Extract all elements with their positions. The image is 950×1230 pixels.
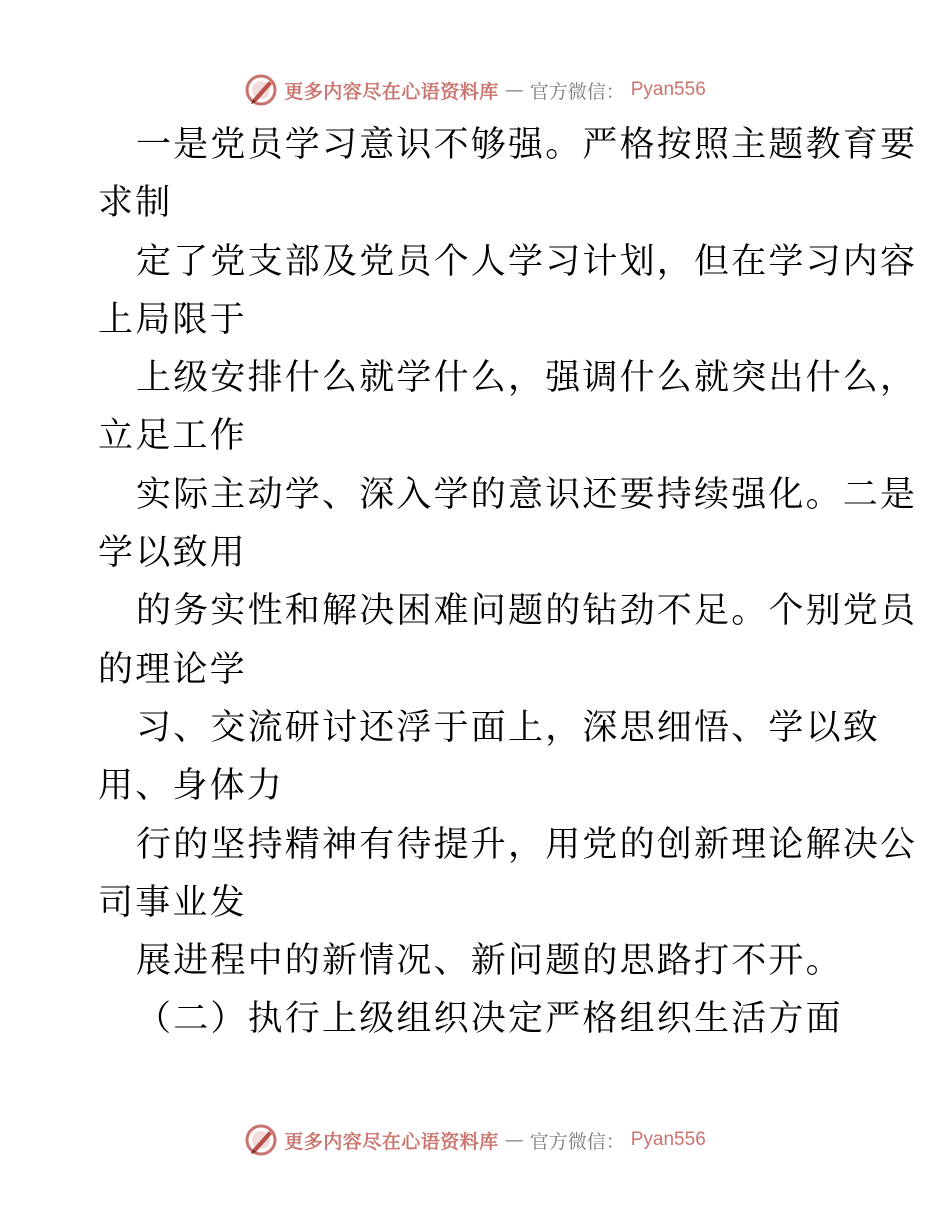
text-line: 实际主动学、深入学的意识还要持续强化。二是 <box>136 474 918 515</box>
text-line: 习、交流研讨还浮于面上，深思细悟、学以致 <box>136 707 881 748</box>
text-line: 用、身体力 <box>98 766 285 807</box>
watermark-label: 官方微信： <box>529 1130 625 1153</box>
document-body <box>98 116 918 1049</box>
pen-circle-logo-icon <box>244 73 278 107</box>
footer-watermark <box>0 1120 950 1160</box>
text-line: 立足工作 <box>98 416 247 457</box>
text-line: 学以致用 <box>98 533 247 574</box>
watermark-separator: — <box>504 79 524 101</box>
watermark-separator: — <box>504 1129 524 1151</box>
watermark-wechat-id: Pyan556 <box>630 1129 706 1150</box>
watermark-label: 官方微信： <box>529 80 625 103</box>
text-line: 的理论学 <box>98 649 247 690</box>
text-line: 一是党员学习意识不够强。严格按照主题教育要 <box>136 125 918 165</box>
watermark-brand: 更多内容尽在心语资料库 <box>284 80 499 103</box>
text-line: 司事业发 <box>98 882 247 923</box>
watermark-brand: 更多内容尽在心语资料库 <box>284 1130 499 1153</box>
text-line: 求制 <box>98 183 173 224</box>
watermark-wechat-id: Pyan556 <box>630 79 706 100</box>
section-heading: （二）执行上级组织决定严格组织生活方面 <box>136 999 843 1040</box>
text-line: 的务实性和解决困难问题的钻劲不足。个别党员 <box>136 591 918 632</box>
text-line: 展进程中的新情况、新问题的思路打不开。 <box>136 941 843 982</box>
text-line: 上局限于 <box>98 299 247 340</box>
header-watermark <box>0 70 950 110</box>
text-line: 上级安排什么就学什么，强调什么就突出什么， <box>136 358 918 399</box>
pen-circle-logo-icon <box>244 1123 278 1157</box>
text-line: 行的坚持精神有待提升，用党的创新理论解决公 <box>136 824 918 865</box>
text-line: 定了党支部及党员个人学习计划，但在学习内容 <box>136 241 918 282</box>
